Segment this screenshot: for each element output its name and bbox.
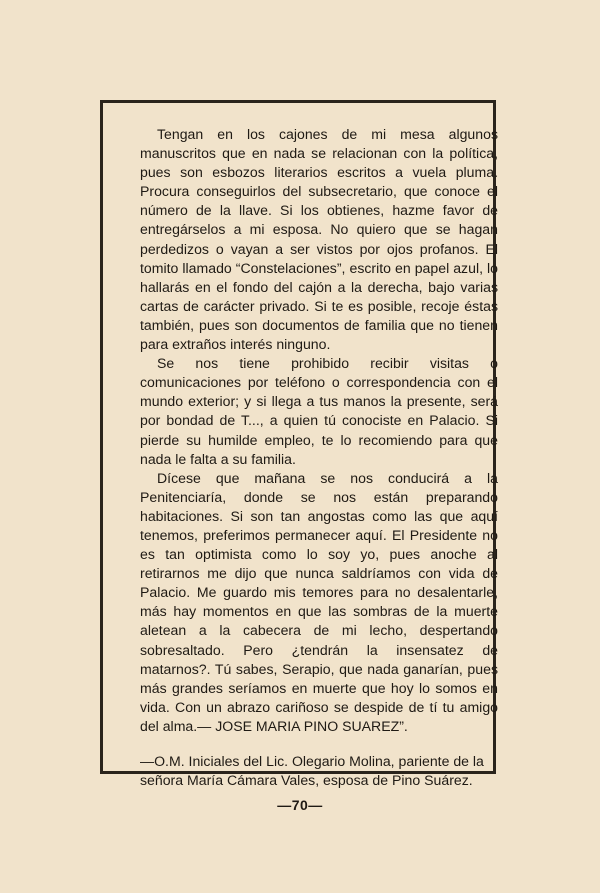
paragraph-prohibited-visits: Se nos tiene prohibido recibir visitas o comunicaciones por teléfono o correspondencia con el mundo exterior; y si llega a tus manos la presente, será por bondad de T..., a quien tú conociste en Palacio. Si pierde su humilde empleo, te lo recomiendo para que nada le falta a su familia.: [140, 355, 498, 467]
footnote: —O.M. Iniciales del Lic. Olegario Molina, pariente de la señora María Cámara Vales, esposa de Pino Suárez.: [140, 753, 484, 789]
paragraph-penitentiary: Dícese que mañana se nos conducirá a la Penitenciaría, donde se nos están preparando habitaciones. Si son tan angostas como las que aquí tenemos, preferimos permanecer aquí. El Presidente no es tan optimista como lo soy yo, pues anoche al retirarnos me dijo que nunca saldríamos con vida de Palacio. Me guardo mis temores para no desalentarle, más hay momentos en que las sombras de la muerte aletean a la cabecera de mi lecho, despertando sobresaltado. Pero ¿tendrán la insensatez de matarnos?. Tú sabes, Serapio, que nada ganarían, pues más grandes seríamos en muerte que hoy lo somos en vida. Con un abrazo cariñoso se despide de tí tu amigo del alma.— JOSE MARIA PINO SUAREZ”.: [140, 469, 498, 734]
paragraph-manuscripts: Tengan en los cajones de mi mesa algunos manuscritos que en nada se relacionan con la política, pues son esbozos literarios escritos a vuela pluma. Procura conseguirlos del subsecretario, que conoce el número de la llave. Si los obtienes, hazme favor de entregárselos a mi esposa. No quiero que se hagan perdedizos o vayan a ser vistos por ojos profanos. El tomito llamado “Constelaciones”, escrito en papel azul, lo hallarás en el fondo del cajón a la derecha, bajo varias cartas de carácter privado. Si te es posible, recoje éstas también, pues son documentos de familia que no tienen para extraños interés ninguno.: [140, 126, 498, 353]
page-number: —70—: [277, 797, 323, 813]
letter-body: [140, 125, 498, 790]
